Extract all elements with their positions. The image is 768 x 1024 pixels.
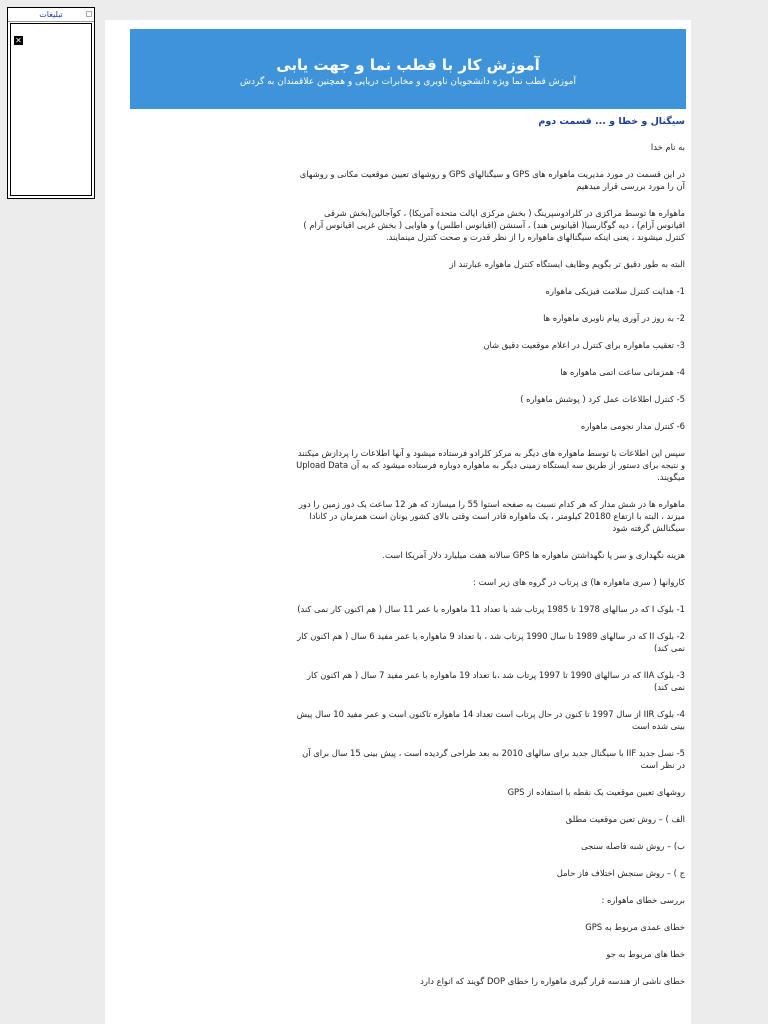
article-paragraph: خطای ناشی از هندسه قرار گیری ماهواره را خطای DOP گویند که انواع دارد [420,976,685,986]
article-paragraph: 3- بلوک IIA که در سالهای 1990 تا 1997 پرتاب شد ،با تعداد 19 ماهواره با عمر مفید 7 سال ( هم اکنون کار نمی کند) [306,670,685,692]
article-paragraph: 6- کنترل مدار نجومی ماهواره [580,421,685,431]
article-paragraph: 2- بلوک II که در سالهای 1989 تا سال 1990 پرتاب شد ، با تعداد 9 ماهواره با عمر مفید 6 سال ( هم اکنون کار نمی کند) [297,631,685,653]
article-paragraph: در این قسمت در مورد مدیریت ماهواره های GPS و سیگنالهای GPS و روشهای تعیین موقعیت مکانی و روشهای آن را مورد بررسی قرار میدهیم [299,169,685,191]
article-paragraph: خطای عمدی مربوط به GPS [585,922,685,932]
close-icon[interactable]: ✕ [15,36,22,45]
blog-header-banner [130,29,686,109]
article-paragraph: 5- کنترل اطلاعات عمل کرد ( پوشش ماهواره ) [520,394,685,404]
article-paragraph: ب) – روش شبه فاصله سنجی [581,841,685,851]
article-paragraph: البته به طور دقیق تر بگویم وظایف ایستگاه کنترل ماهواره عبارتند از [449,259,685,269]
article-paragraph: به نام خدا [650,142,685,152]
ad-minimize-icon[interactable] [86,11,92,17]
article-paragraph: 3- تعقیب ماهواره برای کنترل در اعلام موقعیت دقیق شان [483,340,685,350]
article-paragraphs [295,141,685,987]
ad-header [8,8,94,22]
ad-frame [10,23,92,196]
article-paragraph: 4- بلوک IIR از سال 1997 تا کنون در حال پرتاب است تعداد 14 ماهواره تاکنون است و عمر مفید 10 سال پیش بینی شده است [296,709,685,731]
article-paragraph: خطا های مربوط به جو [606,949,685,959]
article-paragraph: 1- هدایت کنترل سلامت فیزیکی ماهواره [545,286,685,296]
blog-title[interactable]: آموزش کار با قطب نما و جهت یابی [276,56,540,74]
article-paragraph: سپس این اطلاعات با توسط ماهواره های دیگر به مرکز کلرادو فرستاده میشود و آنها اطلاعات را پردازش میکنند و نتیجه برای دستور از طریق سه ایستگاه زمینی دیگر به ماهواره دوباره فرستاده میشود که به آن Upload Data میگویند. [296,448,685,482]
article-title[interactable]: سیگنال و خطا و ... قسمت دوم [538,116,685,127]
article-paragraph: الف ) – روش تعین موقعیت مطلق [565,814,685,824]
article-paragraph: روشهای تعیین موقعیت یک نقطه با استفاده از GPS [507,787,685,797]
article-body [295,116,685,1002]
ad-sidebar [7,7,95,199]
article-paragraph: ماهواره ها توسط مراکزی در کلرادوسپرینگ ( بخش مرکزی ایالت متحده آمریکا) ، کوآجالین(بخش شرقی اقیانوس آرام) ، دیه گوگارسیا( اقیانوس هند) ، آسنشن (اقیانوس اطلس) و هاوایی ( بخش غربی اقیانوس آرام ) کنترل میشوند ، یعنی اینکه سیگنالهای ماهواره را از نظر قدرت و صحت کنترل مینمایند. [303,208,685,242]
article-paragraph: 5- نسل جدید IIF با سیگنال جدید برای سالهای 2010 به بعد طراحی گردیده است ، پیش بینی 15 سال برای آن در نظر است [302,748,685,770]
ad-header-label: تبلیغات [39,10,63,19]
article-paragraph: هزینه نگهداری و سر پا نگهداشتن ماهواره ها GPS سالانه هفت میلیارد دلار آمریکا است. [382,550,685,560]
article-paragraph: 2- به روز در آوری پیام ناوبری ماهواره ها [543,313,685,323]
article-paragraph: 1- بلوک I که در سالهای 1978 تا 1985 پرتاب شد با تعداد 11 ماهواره با عمر 11 سال ( هم اکنون کار نمی کند) [297,604,685,614]
blog-subtitle: آموزش قطب نما ویژه دانشجویان ناوبری و مخابرات دریایی و همچنین علاقمندان به گردش [240,77,576,87]
page-container [105,20,691,1024]
article-paragraph: ج ) – روش سنجش اختلاف فاز حامل [556,868,685,878]
article-paragraph: کاروانها ( سری ماهواره ها) ی پرتاب در گروه های زیر است : [473,577,685,587]
article-paragraph: ماهواره ها در شش مدار که هر کدام نسبت به صفحه استوا 55 را میسازد که هر 12 ساعت یک دور زمین را دور میزند ، البته با ارتفاع 20180 کیلومتر ، یک ماهواره قادر است وقتی بالای کشور یونان است همزمان در کانادا سیگنالش گرفته شود [298,499,685,533]
article-paragraph: 4- همزمانی ساعت اتمی ماهواره ها [560,367,685,377]
article-paragraph: بررسی خطای ماهواره : [601,895,685,905]
